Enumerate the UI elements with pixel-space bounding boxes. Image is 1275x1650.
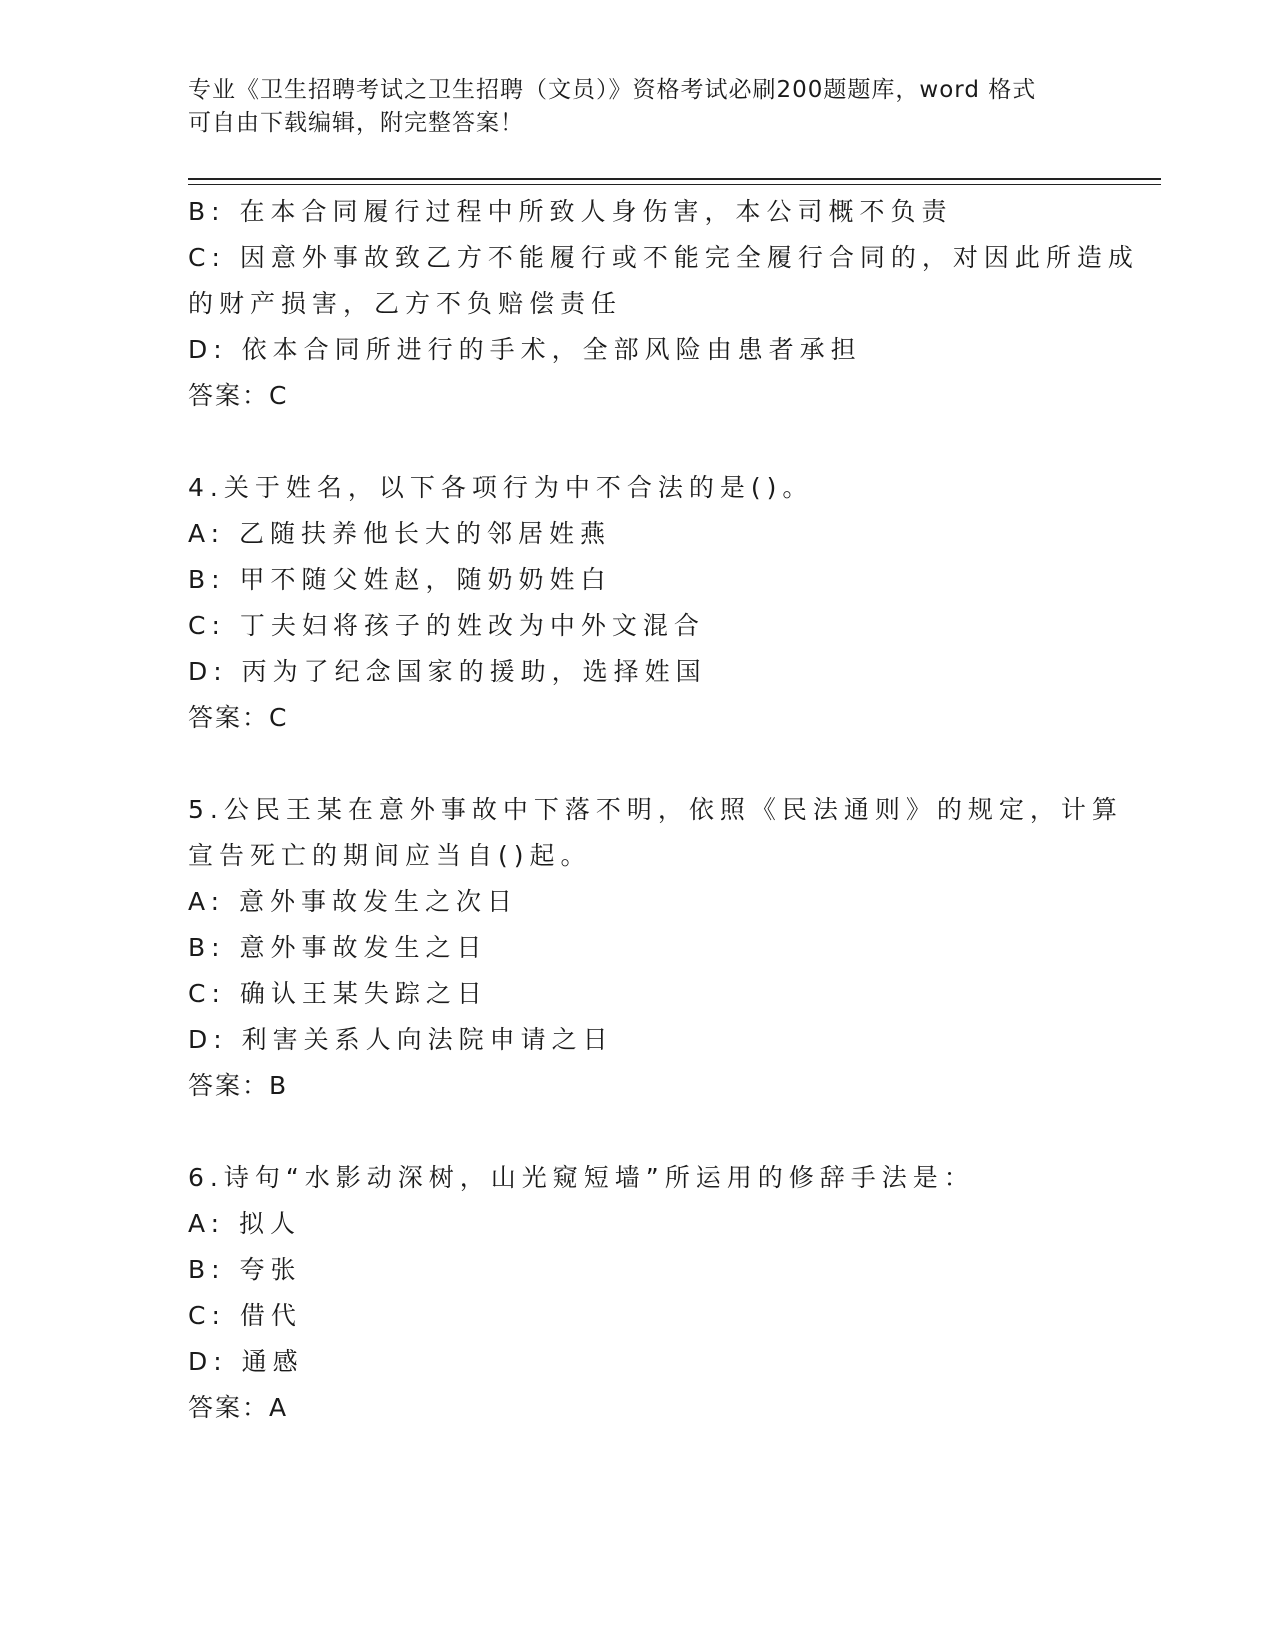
spacer <box>188 419 1088 465</box>
option-b: B: 甲不随父姓赵，随奶奶姓白 <box>188 565 612 594</box>
option-a: A: 拟人 <box>188 1209 302 1238</box>
option-c: C: 因意外事故致乙方不能履行或不能完全履行合同的，对因此所造成 <box>188 243 1139 272</box>
question-text: 6.诗句“水影动深树，山光窥短墙”所运用的修辞手法是： <box>188 1163 975 1192</box>
question-5-block <box>188 787 1123 1109</box>
option-c: C: 借代 <box>188 1301 302 1330</box>
option-b: B: 在本合同履行过程中所致人身伤害，本公司概不负责 <box>188 197 953 226</box>
header-title-line-2: 可自由下载编辑，附完整答案！ <box>188 110 524 136</box>
header-divider-thick <box>188 178 1161 180</box>
question-list <box>188 189 1139 1431</box>
question-6-block <box>188 1155 1088 1431</box>
option-d: D: 依本合同所进行的手术，全部风险由患者承担 <box>188 335 862 364</box>
option-d: D: 丙为了纪念国家的援助，选择姓国 <box>188 657 707 686</box>
header-title-line-1: 专业《卫生招聘考试之卫生招聘（文员）》资格考试必刷200题题库，word 格式 <box>188 77 1037 103</box>
document-header <box>188 74 1088 140</box>
spacer <box>188 741 1088 787</box>
option-a: A: 乙随扶养他长大的邻居姓燕 <box>188 519 612 548</box>
answer: 答案：C <box>188 381 289 410</box>
option-d: D: 通感 <box>188 1347 304 1376</box>
question-3-block <box>188 189 1139 419</box>
option-c-continued: 的财产损害，乙方不负赔偿责任 <box>188 289 623 318</box>
option-b: B: 意外事故发生之日 <box>188 933 488 962</box>
option-b: B: 夸张 <box>188 1255 302 1284</box>
question-text: 5.公民王某在意外事故中下落不明，依照《民法通则》的规定，计算 <box>188 795 1123 824</box>
question-text-continued: 宣告死亡的期间应当自()起。 <box>188 841 592 870</box>
option-a: A: 意外事故发生之次日 <box>188 887 519 916</box>
spacer <box>188 1109 1088 1155</box>
option-c: C: 丁夫妇将孩子的姓改为中外文混合 <box>188 611 705 640</box>
question-4-block <box>188 465 1088 741</box>
answer: 答案：B <box>188 1071 289 1100</box>
answer: 答案：A <box>188 1393 289 1422</box>
option-c: C: 确认王某失踪之日 <box>188 979 488 1008</box>
option-d: D: 利害关系人向法院申请之日 <box>188 1025 614 1054</box>
header-divider-thin <box>188 184 1161 185</box>
answer: 答案：C <box>188 703 289 732</box>
question-text: 4.关于姓名，以下各项行为中不合法的是()。 <box>188 473 814 502</box>
